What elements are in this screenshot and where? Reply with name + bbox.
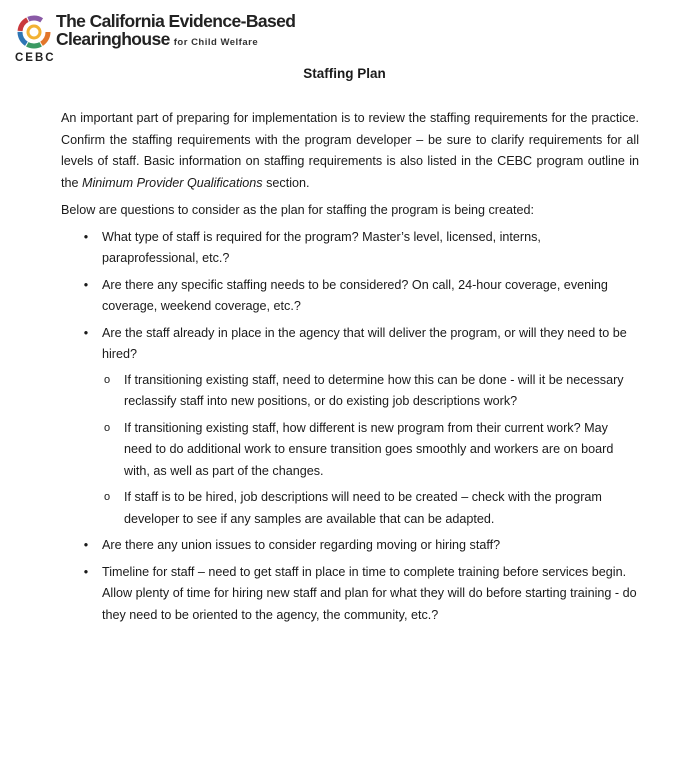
cebc-logo-icon (14, 12, 54, 52)
sub-list-item (102, 370, 639, 413)
org-abbrev: CEBC (15, 52, 56, 64)
sub-question-text: If transitioning existing staff, need to determine how this can be done - will it be necessary reclassify staff into new positions, or do existing job descriptions work? (124, 372, 624, 408)
sub-bullet-icon: o (103, 421, 111, 434)
sub-list-item (102, 487, 639, 530)
question-text: Are there any union issues to consider regarding moving or hiring staff? (102, 538, 501, 552)
questions-list (61, 227, 639, 627)
bullet-icon: • (83, 277, 89, 292)
bullet-icon: • (83, 325, 89, 340)
sub-bullet-icon: o (103, 373, 111, 386)
sub-list-item (102, 418, 639, 483)
sub-question-text: If staff is to be hired, job descriptions will need to be created – check with the program developer to see if any samples are available that can be adapted. (124, 490, 602, 526)
intro-text-start: An important part of preparing for implementation is to review the staffing requirements for the practice. Confirm the staffing requirements with the program developer – be sure to clarify requirements for all levels of staff. Basic information on staffing requirements is also listed in the CEBC program outline in the (61, 111, 639, 190)
sub-bullet-icon: o (103, 491, 111, 503)
list-item (61, 535, 639, 557)
cebc-header (14, 10, 314, 66)
document-body (61, 108, 639, 631)
bullet-icon: • (83, 229, 89, 244)
org-name-line2 (56, 29, 258, 53)
question-text: Timeline for staff – need to get staff in place in time to complete training before services begin. Allow plenty of time for hiring new staff and plan for what they will do before starting training - do they need to be oriented to the agency, the community, etc.? (102, 564, 637, 622)
question-text: Are the staff already in place in the agency that will deliver the program, or will they need to be hired? (102, 325, 627, 361)
org-name-clearinghouse: Clearinghouse (56, 29, 170, 49)
list-item (61, 227, 639, 270)
org-name-suffix: for Child Welfare (173, 37, 259, 48)
list-item (61, 275, 639, 318)
questions-intro: Below are questions to consider as the plan for staffing the program is being created: (61, 203, 535, 217)
question-text: Are there any specific staffing needs to be considered? On call, 24-hour coverage, evening coverage, weekend coverage, etc.? (102, 277, 608, 313)
intro-paragraph (61, 108, 639, 194)
intro-italic-section-name: Minimum Provider Qualifications (82, 175, 263, 190)
list-item (61, 562, 639, 627)
sub-question-text: If transitioning existing staff, how different is new program from their current work? May need to do additional work to ensure transition goes smoothly and workers are on board with, as well as part of the changes. (124, 420, 614, 478)
org-name-line1: The California Evidence-Based (56, 11, 296, 31)
bullet-icon: • (83, 564, 89, 579)
intro-text-end: section. (262, 175, 310, 190)
list-item (61, 323, 639, 531)
page-title: Staffing Plan (303, 66, 386, 81)
question-text: What type of staff is required for the program? Master’s level, licensed, interns, paraprofessional, etc.? (102, 229, 541, 265)
sub-questions-list (102, 370, 639, 531)
bullet-icon: • (83, 538, 89, 552)
